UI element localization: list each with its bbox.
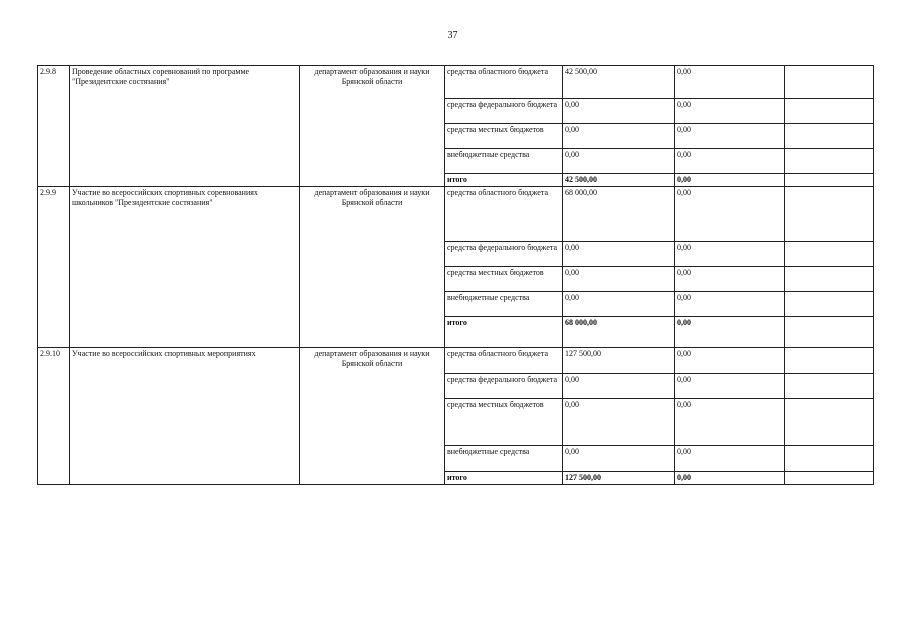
source-value: 0,00: [563, 446, 675, 472]
empty-cell: [785, 374, 874, 399]
page-number: 37: [447, 30, 458, 41]
source-value: 0,00: [563, 292, 675, 317]
source-value-2: 0,00: [675, 124, 785, 149]
empty-cell: [785, 149, 874, 174]
table-row: [38, 187, 874, 242]
source-label: внебюджетные средства: [445, 292, 563, 317]
source-value-2: 0,00: [675, 348, 785, 374]
empty-cell: [785, 446, 874, 472]
item-name: Проведение областных соревнований по программе "Президентские состязания": [70, 66, 300, 187]
total-label: итого: [445, 472, 563, 485]
source-value: 0,00: [563, 267, 675, 292]
item-name: Участие во всероссийских спортивных мероприятиях: [70, 348, 300, 485]
total-label: итого: [445, 317, 563, 348]
source-value-2: 0,00: [675, 242, 785, 267]
empty-cell: [785, 267, 874, 292]
source-value: 0,00: [563, 399, 675, 446]
total-value: 68 000,00: [563, 317, 675, 348]
source-value-2: 0,00: [675, 66, 785, 99]
total-value-2: 0,00: [675, 472, 785, 485]
source-label: средства местных бюджетов: [445, 267, 563, 292]
source-value: 68 000,00: [563, 187, 675, 242]
empty-cell: [785, 99, 874, 124]
empty-cell: [785, 317, 874, 348]
empty-cell: [785, 472, 874, 485]
source-value-2: 0,00: [675, 446, 785, 472]
source-value: 0,00: [563, 124, 675, 149]
source-label: средства федерального бюджета: [445, 99, 563, 124]
empty-cell: [785, 66, 874, 99]
source-value: 42 500,00: [563, 66, 675, 99]
total-label: итого: [445, 174, 563, 187]
empty-cell: [785, 124, 874, 149]
table-row: [38, 66, 874, 99]
source-label: средства местных бюджетов: [445, 124, 563, 149]
empty-cell: [785, 348, 874, 374]
source-value-2: 0,00: [675, 374, 785, 399]
source-label: средства областного бюджета: [445, 66, 563, 99]
table-row: [38, 348, 874, 374]
item-department: департамент образования и науки Брянской области: [300, 348, 445, 485]
total-value-2: 0,00: [675, 317, 785, 348]
source-value-2: 0,00: [675, 399, 785, 446]
empty-cell: [785, 174, 874, 187]
source-value-2: 0,00: [675, 149, 785, 174]
item-number: 2.9.9: [38, 187, 70, 348]
source-value: 127 500,00: [563, 348, 675, 374]
source-value-2: 0,00: [675, 99, 785, 124]
source-label: внебюджетные средства: [445, 446, 563, 472]
item-number: 2.9.8: [38, 66, 70, 187]
total-value: 42 500,00: [563, 174, 675, 187]
budget-table: [37, 65, 874, 485]
source-value-2: 0,00: [675, 267, 785, 292]
source-label: средства федерального бюджета: [445, 242, 563, 267]
source-value: 0,00: [563, 242, 675, 267]
source-label: средства областного бюджета: [445, 187, 563, 242]
item-number: 2.9.10: [38, 348, 70, 485]
source-label: средства федерального бюджета: [445, 374, 563, 399]
source-value-2: 0,00: [675, 187, 785, 242]
source-value-2: 0,00: [675, 292, 785, 317]
item-department: департамент образования и науки Брянской области: [300, 187, 445, 348]
empty-cell: [785, 242, 874, 267]
source-label: средства областного бюджета: [445, 348, 563, 374]
total-value: 127 500,00: [563, 472, 675, 485]
source-value: 0,00: [563, 374, 675, 399]
empty-cell: [785, 399, 874, 446]
empty-cell: [785, 187, 874, 242]
source-label: внебюджетные средства: [445, 149, 563, 174]
empty-cell: [785, 292, 874, 317]
source-value: 0,00: [563, 149, 675, 174]
item-department: департамент образования и науки Брянской области: [300, 66, 445, 187]
item-name: Участие во всероссийских спортивных соревнованиях школьников "Президентские состязания": [70, 187, 300, 348]
source-label: средства местных бюджетов: [445, 399, 563, 446]
total-value-2: 0,00: [675, 174, 785, 187]
source-value: 0,00: [563, 99, 675, 124]
